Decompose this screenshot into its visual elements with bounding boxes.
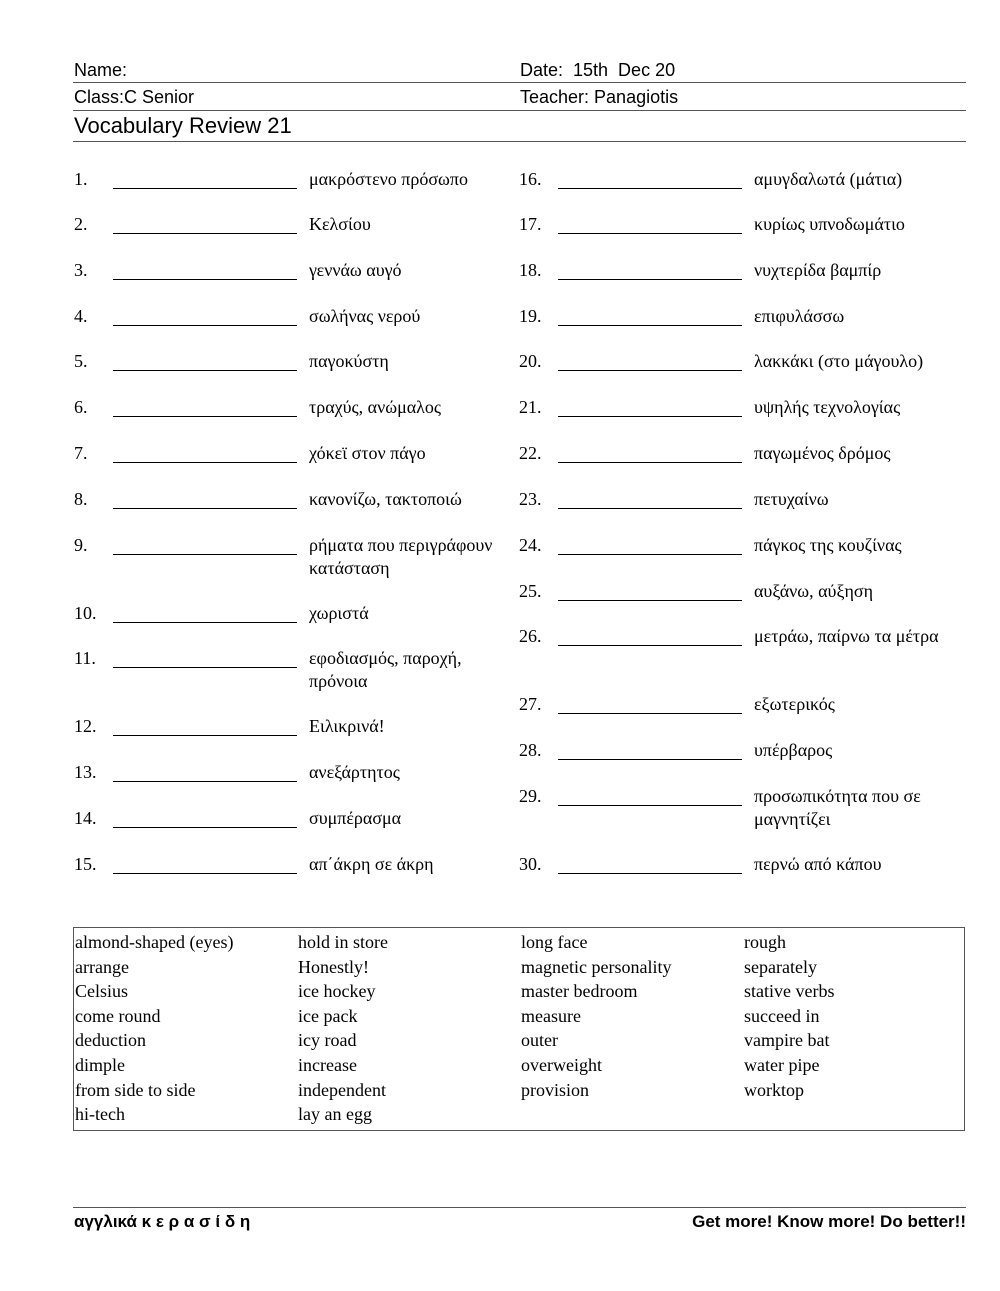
item-clue: εξωτερικός (754, 694, 835, 714)
item-number: 1. (74, 169, 88, 189)
item-clue: νυχτερίδα βαμπίρ (754, 260, 882, 280)
item-clue: λακκάκι (στο μάγουλο) (754, 351, 924, 371)
word-bank-entry: ice hockey (298, 981, 376, 1002)
answer-blank[interactable] (558, 508, 742, 509)
word-bank-entry: dimple (75, 1054, 125, 1075)
item-number: 18. (519, 260, 542, 280)
header-divider-3 (73, 141, 966, 142)
header-divider-1 (73, 82, 966, 83)
item-number: 20. (519, 351, 542, 371)
word-bank-entry: hi-tech (75, 1104, 125, 1125)
answer-blank[interactable] (113, 508, 297, 509)
answer-blank[interactable] (558, 370, 742, 371)
item-number: 27. (519, 694, 542, 714)
word-bank-column (521, 930, 671, 1102)
item-number: 23. (519, 489, 542, 509)
date-label: Date: 15th Dec 20 (520, 60, 676, 80)
item-clue: ρήματα που περιγράφουν κατάσταση (309, 535, 493, 578)
answer-blank[interactable] (113, 667, 297, 668)
item-clue: παγωμένος δρόμος (754, 443, 891, 463)
item-clue: περνώ από κάπου (754, 854, 882, 874)
item-number: 22. (519, 443, 542, 463)
item-number: 24. (519, 535, 542, 555)
item-number: 12. (74, 716, 97, 736)
item-clue: τραχύς, ανώμαλος (309, 397, 442, 417)
answer-blank[interactable] (558, 713, 742, 714)
word-bank-entry: provision (521, 1079, 590, 1100)
item-clue: απ΄άκρη σε άκρη (309, 854, 434, 874)
answer-blank[interactable] (558, 645, 742, 646)
answer-blank[interactable] (113, 781, 297, 782)
answer-blank[interactable] (113, 370, 297, 371)
word-bank-entry: separately (744, 956, 817, 977)
page-title: Vocabulary Review 21 (74, 113, 292, 138)
word-bank-entry: almond-shaped (eyes) (75, 932, 234, 952)
item-number: 7. (74, 443, 88, 463)
item-number: 13. (74, 762, 97, 782)
item-number: 2. (74, 214, 88, 234)
footer-slogan: Get more! Know more! Do better!! (692, 1212, 966, 1231)
word-bank-column (744, 930, 834, 1102)
word-bank-entry: arrange (75, 956, 129, 977)
item-clue: Κελσίου (309, 214, 371, 234)
word-bank-entry: succeed in (744, 1005, 820, 1026)
item-clue: σωλήνας νερού (309, 306, 421, 326)
word-bank (73, 927, 965, 1131)
answer-blank[interactable] (113, 827, 297, 828)
item-clue: ανεξάρτητος (309, 762, 400, 782)
item-clue: εφοδιασμός, παροχή, πρόνοια (309, 648, 462, 691)
item-number: 21. (519, 397, 542, 417)
item-number: 4. (74, 306, 88, 326)
item-number: 10. (74, 603, 97, 623)
item-clue: γεννάω αυγό (309, 260, 402, 280)
item-clue: μακρόστενο πρόσωπο (309, 169, 468, 189)
name-label: Name: (74, 60, 128, 80)
item-clue: κυρίως υπνοδωμάτιο (754, 214, 905, 234)
item-number: 16. (519, 169, 542, 189)
item-clue: συμπέρασμα (309, 808, 402, 828)
word-bank-entry: deduction (75, 1030, 146, 1051)
word-bank-entry: icy road (298, 1030, 357, 1051)
item-number: 6. (74, 397, 88, 417)
item-clue: κανονίζω, τακτοποιώ (309, 489, 462, 509)
answer-blank[interactable] (558, 416, 742, 417)
item-number: 25. (519, 581, 542, 601)
answer-blank[interactable] (558, 873, 742, 874)
item-clue: μετράω, παίρνω τα μέτρα (754, 626, 939, 646)
word-bank-entry: stative verbs (744, 981, 835, 1002)
item-number: 11. (74, 648, 96, 668)
word-bank-entry: water pipe (744, 1054, 820, 1075)
word-bank-entry: Honestly! (298, 956, 369, 977)
teacher-label: Teacher: Panagiotis (520, 87, 679, 107)
answer-blank[interactable] (558, 188, 742, 189)
answer-blank[interactable] (113, 554, 297, 555)
item-number: 15. (74, 854, 97, 874)
word-bank-entry: master bedroom (521, 981, 638, 1002)
word-bank-entry: increase (298, 1054, 357, 1075)
word-bank-entry: vampire bat (744, 1030, 830, 1051)
word-bank-entry: come round (75, 1005, 161, 1026)
footer-brand: αγγλικά κ ε ρ α σ ί δ η (74, 1212, 251, 1231)
answer-blank[interactable] (113, 325, 297, 326)
word-bank-entry: worktop (744, 1079, 804, 1100)
word-bank-column (298, 930, 388, 1127)
answer-blank[interactable] (113, 735, 297, 736)
word-bank-entry: long face (521, 932, 588, 952)
answer-blank[interactable] (558, 325, 742, 326)
answer-blank[interactable] (558, 805, 742, 806)
word-bank-entry: outer (521, 1030, 558, 1051)
answer-blank[interactable] (558, 279, 742, 280)
word-bank-entry: magnetic personality (521, 956, 672, 977)
item-clue: αμυγδαλωτά (μάτια) (754, 169, 903, 189)
word-bank-entry: measure (521, 1005, 581, 1026)
item-number: 19. (519, 306, 542, 326)
word-bank-column (75, 930, 233, 1127)
answer-blank[interactable] (113, 462, 297, 463)
footer-divider (73, 1207, 966, 1208)
item-number: 3. (74, 260, 88, 280)
answer-blank[interactable] (558, 462, 742, 463)
word-bank-entry: lay an egg (298, 1104, 372, 1125)
item-clue: παγοκύστη (309, 351, 389, 371)
word-bank-entry: overweight (521, 1054, 602, 1075)
answer-blank[interactable] (113, 188, 297, 189)
class-label: Class:C Senior (74, 87, 195, 107)
item-number: 17. (519, 214, 542, 234)
item-number: 28. (519, 740, 542, 760)
item-clue: πάγκος της κουζίνας (754, 535, 902, 555)
item-number: 8. (74, 489, 88, 509)
answer-blank[interactable] (113, 622, 297, 623)
header-divider-2 (73, 110, 966, 111)
word-bank-entry: rough (744, 932, 786, 952)
answer-blank[interactable] (558, 233, 742, 234)
answer-blank[interactable] (113, 279, 297, 280)
item-number: 26. (519, 626, 542, 646)
answer-blank[interactable] (558, 759, 742, 760)
item-clue: Ειλικρινά! (309, 716, 385, 736)
item-number: 14. (74, 808, 97, 828)
item-clue: χωριστά (309, 603, 369, 623)
answer-blank[interactable] (558, 554, 742, 555)
word-bank-entry: hold in store (298, 932, 388, 952)
word-bank-entry: ice pack (298, 1005, 358, 1026)
word-bank-entry: from side to side (75, 1079, 196, 1100)
item-clue: πετυχαίνω (754, 489, 829, 509)
item-number: 29. (519, 786, 542, 806)
answer-blank[interactable] (113, 416, 297, 417)
answer-blank[interactable] (113, 233, 297, 234)
item-number: 5. (74, 351, 88, 371)
answer-blank[interactable] (558, 600, 742, 601)
item-clue: υπέρβαρος (754, 740, 833, 760)
word-bank-entry: independent (298, 1079, 386, 1100)
item-number: 9. (74, 535, 88, 555)
item-clue: επιφυλάσσω (754, 306, 845, 326)
item-clue: υψηλής τεχνολογίας (754, 397, 901, 417)
item-clue: προσωπικότητα που σε μαγνητίζει (754, 786, 921, 829)
word-bank-entry: Celsius (75, 981, 129, 1002)
answer-blank[interactable] (113, 873, 297, 874)
item-clue: χόκεϊ στον πάγο (309, 443, 426, 463)
item-clue: αυξάνω, αύξηση (754, 581, 874, 601)
item-number: 30. (519, 854, 542, 874)
